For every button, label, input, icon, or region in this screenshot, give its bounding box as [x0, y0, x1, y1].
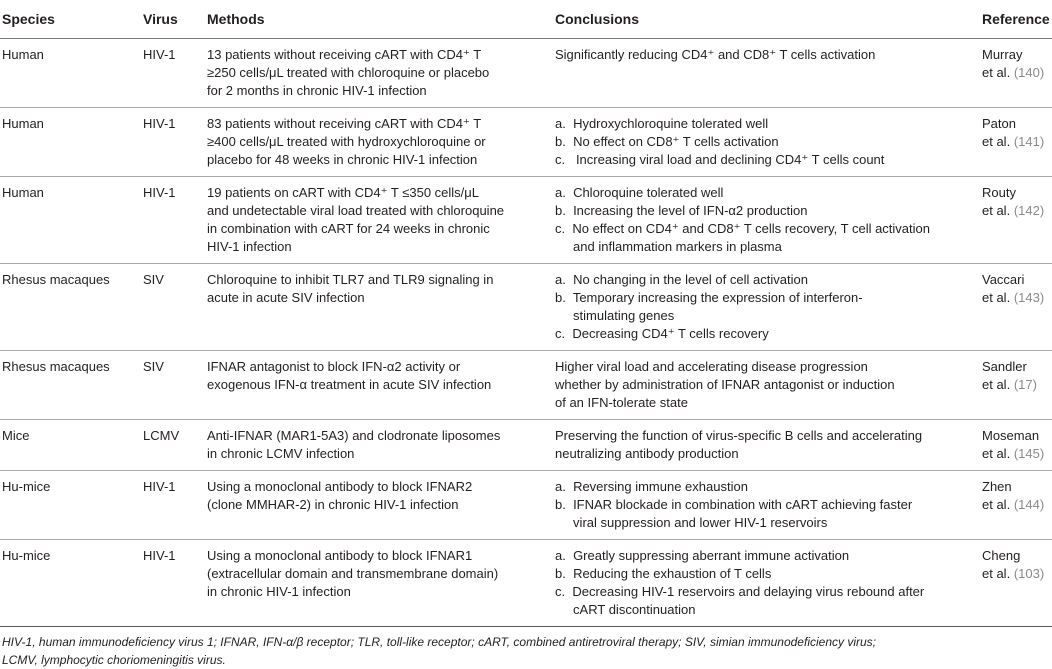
conclusion-line: b. Reducing the exhaustion of T cells [555, 566, 772, 581]
ref-etal-line [982, 376, 1052, 394]
methods-line: (clone MMHAR-2) in chronic HIV-1 infection [207, 497, 459, 512]
ref-number-link[interactable]: (141) [1013, 134, 1045, 149]
conclusion-line: b. IFNAR blockade in combination with cART achieving faster [555, 497, 913, 512]
ref-number-link[interactable]: (142) [1013, 203, 1045, 218]
cell-methods [207, 471, 555, 540]
cell-species: Mice [0, 420, 143, 471]
cell-reference [982, 540, 1052, 627]
ref-etal: et al. [982, 134, 1011, 149]
methods-line: ≥400 cells/μL treated with hydroxychloroquine or [207, 134, 486, 149]
conclusion-line: stimulating genes [555, 308, 675, 323]
ref-etal: et al. [982, 566, 1011, 581]
ref-number-link[interactable]: (140) [1013, 65, 1045, 80]
cell-conclusions [555, 108, 982, 177]
ref-etal-line [982, 64, 1052, 82]
table-row [0, 177, 1052, 264]
ref-etal-line [982, 496, 1052, 514]
conclusion-line: a. Chloroquine tolerated well [555, 185, 724, 200]
ref-number-link[interactable]: (144) [1013, 497, 1045, 512]
ref-number-link[interactable]: (103) [1013, 566, 1045, 581]
cell-virus: HIV-1 [143, 177, 207, 264]
cell-methods [207, 108, 555, 177]
ref-etal-line [982, 445, 1052, 463]
methods-line: Chloroquine to inhibit TLR7 and TLR9 signaling in [207, 272, 494, 287]
cell-reference [982, 177, 1052, 264]
ref-number-link[interactable]: (17) [1013, 377, 1037, 392]
cell-virus: SIV [143, 351, 207, 420]
methods-line: in chronic HIV-1 infection [207, 584, 351, 599]
cell-virus: LCMV [143, 420, 207, 471]
ref-etal: et al. [982, 446, 1011, 461]
footnote-line: LCMV, lymphocytic choriomeningitis virus. [2, 653, 226, 667]
conclusion-line: whether by administration of IFNAR antagonist or induction [555, 377, 895, 392]
cell-virus: SIV [143, 264, 207, 351]
cell-reference [982, 351, 1052, 420]
conclusion-line: Significantly reducing CD4⁺ and CD8⁺ T cells activation [555, 47, 876, 62]
header-reference: Reference [982, 0, 1052, 39]
cell-conclusions [555, 420, 982, 471]
ref-author: Cheng [982, 548, 1021, 563]
cell-species: Human [0, 39, 143, 108]
cell-conclusions [555, 471, 982, 540]
methods-line: HIV-1 infection [207, 239, 292, 254]
cell-conclusions [555, 540, 982, 627]
conclusion-line: b. Increasing the level of IFN-α2 production [555, 203, 808, 218]
methods-line: ≥250 cells/μL treated with chloroquine or placebo [207, 65, 490, 80]
cell-conclusions [555, 351, 982, 420]
header-virus: Virus [143, 0, 207, 39]
cell-species: Rhesus macaques [0, 351, 143, 420]
table-row [0, 264, 1052, 351]
ref-etal-line [982, 289, 1052, 307]
cell-species: Human [0, 177, 143, 264]
table-row [0, 420, 1052, 471]
cell-conclusions [555, 264, 982, 351]
header-methods: Methods [207, 0, 555, 39]
methods-line: IFNAR antagonist to block IFN-α2 activity or [207, 359, 461, 374]
ref-author: Murray [982, 47, 1023, 62]
table-row [0, 351, 1052, 420]
cell-methods [207, 540, 555, 627]
cell-virus: HIV-1 [143, 39, 207, 108]
cell-reference [982, 420, 1052, 471]
conclusion-line: viral suppression and lower HIV-1 reservoirs [555, 515, 828, 530]
ref-etal: et al. [982, 377, 1011, 392]
ref-etal: et al. [982, 203, 1011, 218]
conclusion-line: c. Decreasing CD4⁺ T cells recovery [555, 326, 769, 341]
ref-etal-line [982, 202, 1052, 220]
conclusion-line: a. No changing in the level of cell activation [555, 272, 808, 287]
methods-line: Using a monoclonal antibody to block IFNAR2 [207, 479, 473, 494]
cell-methods [207, 39, 555, 108]
ref-etal-line [982, 565, 1052, 583]
cell-methods [207, 264, 555, 351]
conclusion-line: c. Increasing viral load and declining CD4⁺ T cells count [555, 152, 885, 167]
ref-etal: et al. [982, 65, 1011, 80]
cell-virus: HIV-1 [143, 540, 207, 627]
methods-line: 83 patients without receiving cART with CD4⁺ T [207, 116, 482, 131]
methods-line: acute in acute SIV infection [207, 290, 365, 305]
methods-line: 13 patients without receiving cART with CD4⁺ T [207, 47, 482, 62]
methods-line: exogenous IFN-α treatment in acute SIV infection [207, 377, 492, 392]
methods-line: Using a monoclonal antibody to block IFNAR1 [207, 548, 473, 563]
methods-line: Anti-IFNAR (MAR1-5A3) and clodronate liposomes [207, 428, 501, 443]
cell-conclusions [555, 39, 982, 108]
cell-species: Human [0, 108, 143, 177]
cell-reference [982, 471, 1052, 540]
ref-author: Vaccari [982, 272, 1025, 287]
conclusion-line: c. Decreasing HIV-1 reservoirs and delaying virus rebound after [555, 584, 925, 599]
header-conclusions: Conclusions [555, 0, 982, 39]
methods-line: (extracellular domain and transmembrane domain) [207, 566, 499, 581]
methods-line: in chronic LCMV infection [207, 446, 355, 461]
ref-etal: et al. [982, 290, 1011, 305]
ref-author: Zhen [982, 479, 1012, 494]
conclusion-line: of an IFN-tolerate state [555, 395, 688, 410]
ref-author: Sandler [982, 359, 1027, 374]
cell-virus: HIV-1 [143, 471, 207, 540]
table-row [0, 108, 1052, 177]
cell-methods [207, 177, 555, 264]
cell-virus: HIV-1 [143, 108, 207, 177]
conclusion-line: and inflammation markers in plasma [555, 239, 782, 254]
header-row [0, 0, 1052, 39]
methods-line: and undetectable viral load treated with chloroquine [207, 203, 505, 218]
ref-number-link[interactable]: (145) [1013, 446, 1045, 461]
conclusion-line: b. Temporary increasing the expression of interferon- [555, 290, 863, 305]
conclusion-line: b. No effect on CD8⁺ T cells activation [555, 134, 779, 149]
conclusion-line: a. Greatly suppressing aberrant immune activation [555, 548, 850, 563]
cell-species: Rhesus macaques [0, 264, 143, 351]
ref-etal: et al. [982, 497, 1011, 512]
cell-reference [982, 108, 1052, 177]
cell-conclusions [555, 177, 982, 264]
ref-author: Paton [982, 116, 1016, 131]
footnote-line: HIV-1, human immunodeficiency virus 1; IFNAR, IFN-α/β receptor; TLR, toll-like receptor; cART, combined antiretroviral therapy; SIV, simian immunodeficiency virus; [2, 635, 877, 649]
table-footnote [0, 627, 1052, 669]
methods-line: placebo for 48 weeks in chronic HIV-1 infection [207, 152, 478, 167]
cell-methods [207, 420, 555, 471]
ref-author: Moseman [982, 428, 1040, 443]
cell-reference [982, 39, 1052, 108]
ref-etal-line [982, 133, 1052, 151]
conclusion-line: cART discontinuation [555, 602, 696, 617]
header-species: Species [0, 0, 143, 39]
conclusion-line: a. Reversing immune exhaustion [555, 479, 748, 494]
methods-line: 19 patients on cART with CD4⁺ T ≤350 cells/μL [207, 185, 479, 200]
ref-author: Routy [982, 185, 1016, 200]
cell-reference [982, 264, 1052, 351]
methods-line: for 2 months in chronic HIV-1 infection [207, 83, 427, 98]
table-row [0, 471, 1052, 540]
conclusion-line: neutralizing antibody production [555, 446, 739, 461]
cell-species: Hu-mice [0, 540, 143, 627]
conclusion-line: Higher viral load and accelerating disease progression [555, 359, 868, 374]
table-row [0, 540, 1052, 627]
conclusion-line: Preserving the function of virus-specific B cells and accelerating [555, 428, 923, 443]
ref-number-link[interactable]: (143) [1013, 290, 1045, 305]
table-row [0, 39, 1052, 108]
methods-line: in combination with cART for 24 weeks in chronic [207, 221, 490, 236]
conclusion-line: a. Hydroxychloroquine tolerated well [555, 116, 769, 131]
cell-species: Hu-mice [0, 471, 143, 540]
conclusion-line: c. No effect on CD4⁺ and CD8⁺ T cells recovery, T cell activation [555, 221, 931, 236]
cell-methods [207, 351, 555, 420]
